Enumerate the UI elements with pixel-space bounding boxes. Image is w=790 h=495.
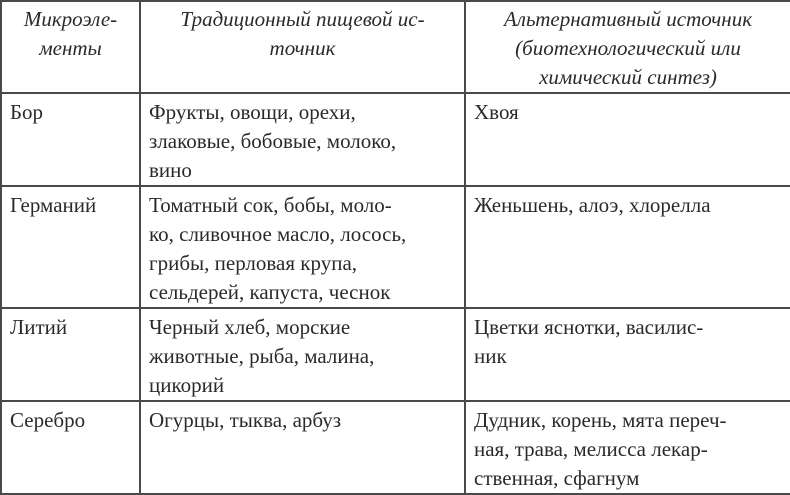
alternative-cell bbox=[465, 401, 790, 494]
cell-text-line: вино bbox=[149, 158, 192, 182]
traditional-cell bbox=[140, 401, 465, 494]
cell-text-line: грибы, перловая крупа, bbox=[149, 251, 358, 275]
alternative-cell bbox=[465, 93, 790, 186]
cell-text-line: ко, сливочное масло, лосось, bbox=[149, 222, 407, 246]
table-row bbox=[1, 401, 790, 494]
cell-text-line: Фрукты, овощи, орехи, bbox=[149, 100, 356, 124]
header-text-line: менты bbox=[39, 36, 102, 60]
alternative-cell bbox=[465, 308, 790, 401]
cell-text-line: Дудник, корень, мята переч- bbox=[474, 408, 727, 432]
cell-text-line: сельдерей, капуста, чеснок bbox=[149, 280, 391, 304]
cell-text-line: животные, рыба, малина, bbox=[149, 344, 375, 368]
cell-text-line: цикорий bbox=[149, 373, 225, 397]
traditional-cell bbox=[140, 93, 465, 186]
element-name: Серебро bbox=[10, 408, 86, 432]
cell-text-line: Черный хлеб, морские bbox=[149, 315, 351, 339]
element-name: Бор bbox=[10, 100, 44, 124]
traditional-cell bbox=[140, 308, 465, 401]
table-row bbox=[1, 308, 790, 401]
element-name: Литий bbox=[10, 315, 68, 339]
cell-text-line: Огурцы, тыква, арбуз bbox=[149, 408, 342, 432]
header-traditional-source bbox=[140, 1, 465, 93]
header-alternative-source bbox=[465, 1, 790, 93]
element-name: Германий bbox=[10, 193, 97, 217]
header-text-line: химический синтез) bbox=[539, 65, 717, 89]
header-text-line: точник bbox=[269, 36, 336, 60]
cell-text-line: Цветки яснотки, василис- bbox=[474, 315, 704, 339]
header-microelements bbox=[1, 1, 140, 93]
cell-text-line: Женьшень, алоэ, хлорелла bbox=[474, 193, 711, 217]
element-cell bbox=[1, 93, 140, 186]
cell-text-line: Хвоя bbox=[474, 100, 519, 124]
header-text-line: (биотехнологический или bbox=[515, 36, 741, 60]
header-text-line: Традиционный пищевой ис- bbox=[180, 7, 425, 31]
traditional-cell bbox=[140, 186, 465, 308]
cell-text-line: Томатный сок, бобы, моло- bbox=[149, 193, 392, 217]
element-cell bbox=[1, 186, 140, 308]
cell-text-line: ник bbox=[474, 344, 507, 368]
cell-text-line: ственная, сфагнум bbox=[474, 466, 640, 490]
alternative-cell bbox=[465, 186, 790, 308]
element-cell bbox=[1, 401, 140, 494]
cell-text-line: злаковые, бобовые, молоко, bbox=[149, 129, 397, 153]
table-row bbox=[1, 186, 790, 308]
header-text-line: Альтернативный источник bbox=[503, 7, 753, 31]
header-text-line: Микроэле- bbox=[23, 7, 118, 31]
header-row bbox=[1, 1, 790, 93]
table-row bbox=[1, 93, 790, 186]
cell-text-line: ная, трава, мелисса лекар- bbox=[474, 437, 708, 461]
element-cell bbox=[1, 308, 140, 401]
